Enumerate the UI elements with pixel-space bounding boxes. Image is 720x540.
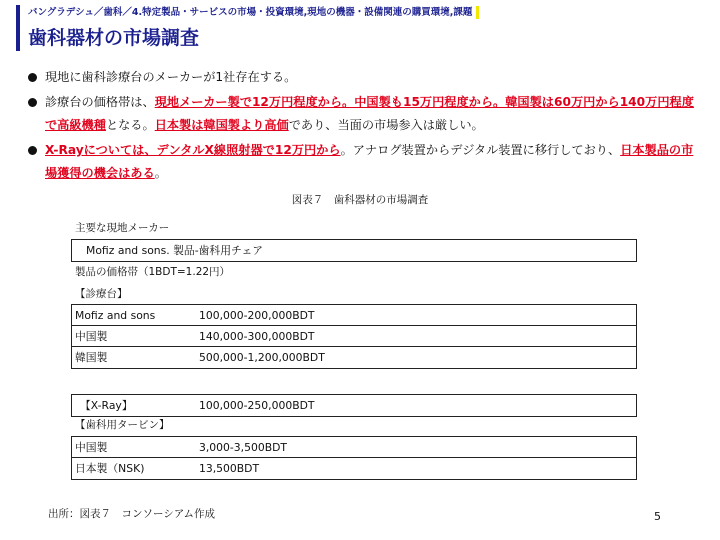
table-row bbox=[72, 347, 636, 368]
bullet-item: 現地に歯科診療台のメーカーが1社存在する。 bbox=[28, 66, 700, 89]
figure-caption: 図表７ 歯科器材の市場調査 bbox=[291, 194, 429, 206]
row-name: 日本製（NSK) bbox=[75, 462, 145, 475]
row-name: Mofiz and sons bbox=[75, 308, 156, 322]
highlight-text: 日本製は韓国製より高価 bbox=[154, 118, 289, 132]
source-note: 出所：図表７ コンソーシアム作成 bbox=[48, 508, 216, 520]
row-price: 13,500BDT bbox=[199, 462, 260, 475]
manufacturer-row bbox=[72, 240, 636, 261]
bullet-dot-icon bbox=[28, 98, 37, 107]
chair-price-table bbox=[71, 304, 637, 369]
table-row bbox=[72, 458, 636, 479]
header-accent-bar bbox=[16, 5, 20, 51]
turbine-label: 【歯科用タービン】 bbox=[75, 419, 170, 431]
page-title: 歯科器材の市場調査 bbox=[28, 27, 200, 49]
xray-price-table bbox=[71, 394, 637, 417]
row-name: 中国製 bbox=[75, 440, 108, 454]
highlight-text: 日本製品の市場獲得の機会はある bbox=[45, 143, 694, 180]
row-price: 100,000-250,000BDT bbox=[199, 399, 315, 412]
manufacturer-value: Mofiz and sons. 製品-歯科用チェア bbox=[86, 244, 264, 257]
row-price: 140,000-300,000BDT bbox=[199, 329, 315, 343]
turbine-price-table bbox=[71, 436, 637, 480]
manufacturer-label: 主要な現地メーカー bbox=[75, 222, 170, 234]
bullet-dot-icon bbox=[28, 73, 37, 82]
breadcrumb: バングラデシュ／歯科／4.特定製品・サービスの市場・投資環境,現地の機器・設備関連の購買環境,課題 bbox=[28, 6, 479, 19]
price-range-label: 製品の価格帯（1BDT=1.22円） bbox=[75, 266, 231, 278]
table-row bbox=[72, 326, 636, 347]
table-row bbox=[72, 305, 636, 326]
highlight-text: 現地メーカー製で12万円程度から。中国製も15万円程度から。韓国製は60万円から140万円程度で高級機種 bbox=[45, 95, 694, 132]
bullet-item: X-Rayについては、デンタルX線照射器で12万円から。アナログ装置からデジタル装置に移行しており、日本製品の市場獲得の機会はある。 bbox=[28, 139, 700, 185]
row-price: 100,000-200,000BDT bbox=[199, 308, 315, 322]
table-row bbox=[72, 395, 636, 416]
bullet-dot-icon bbox=[28, 146, 37, 155]
bullet-item: 診療台の価格帯は、現地メーカー製で12万円程度から。中国製も15万円程度から。韓国製は60万円から140万円程度で高級機種となる。日本製は韓国製より高価であり、当面の市場参入は厳しい。 bbox=[28, 91, 700, 137]
row-name: 【X-Ray】 bbox=[80, 399, 133, 412]
page-number: 5 bbox=[654, 510, 661, 523]
manufacturer-box bbox=[71, 239, 637, 262]
chair-label: 【診療台】 bbox=[75, 288, 128, 300]
row-name: 韓国製 bbox=[75, 351, 108, 364]
row-price: 3,000-3,500BDT bbox=[199, 440, 288, 454]
highlight-text: X-Rayについては、デンタルX線照射器で12万円から bbox=[45, 143, 341, 157]
row-name: 中国製 bbox=[75, 329, 108, 343]
bullet-list bbox=[28, 66, 700, 187]
row-price: 500,000-1,200,000BDT bbox=[199, 351, 325, 364]
table-row bbox=[72, 437, 636, 458]
